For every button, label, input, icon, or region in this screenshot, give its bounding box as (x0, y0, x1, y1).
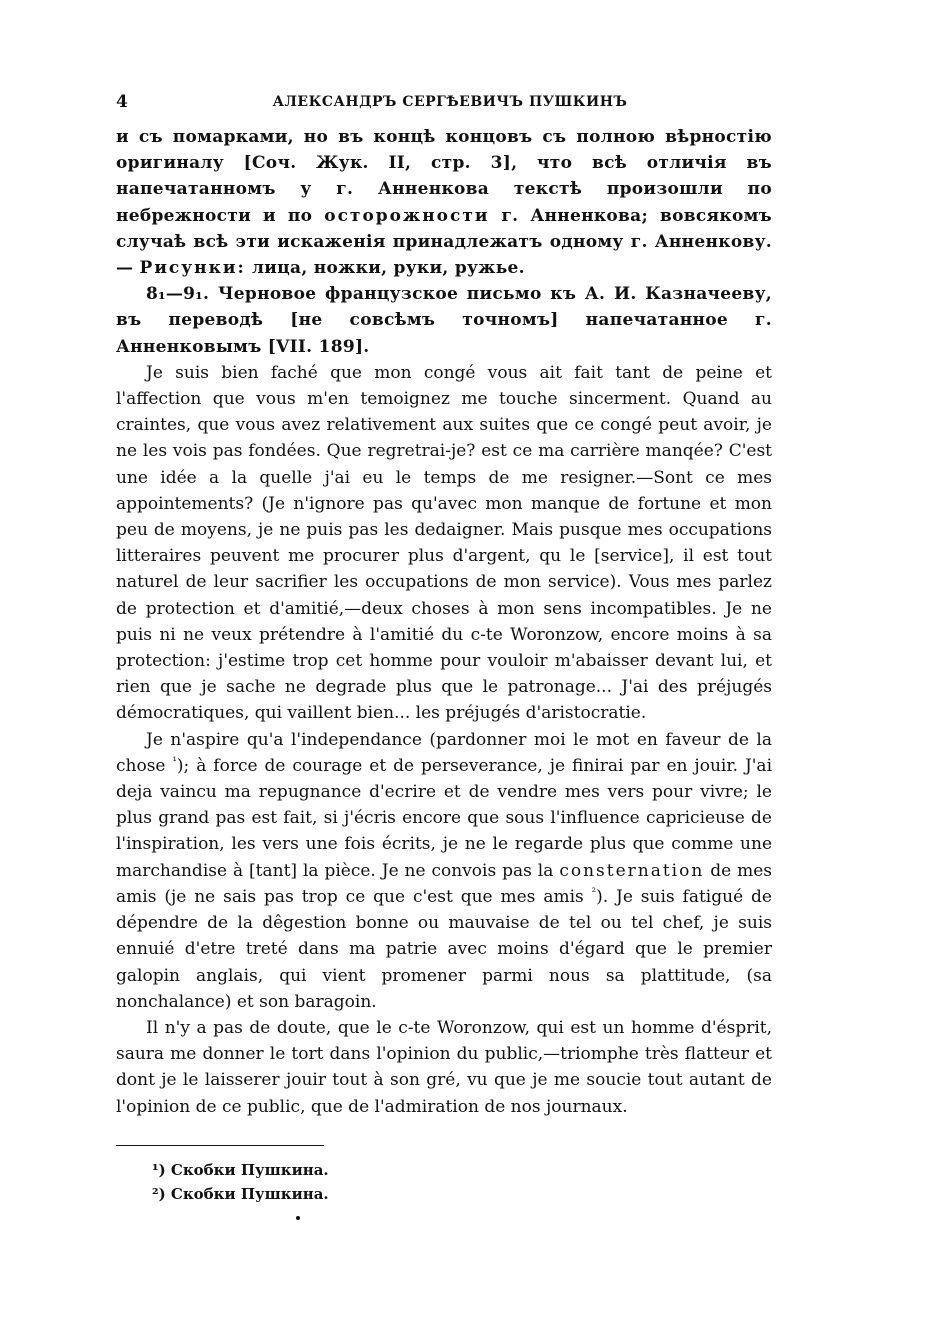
footnote-ref-2: ² (591, 885, 597, 899)
footnote-2 (152, 1182, 329, 1206)
footnote-ref-1: ¹ (172, 754, 177, 768)
p1-end: лица, ножки, руки, ружье. (251, 258, 525, 279)
footnote-1-mark: ¹) (152, 1161, 166, 1179)
running-title: АЛЕКСАНДРЪ СЕРГѢЕВИЧЪ ПУШКИНЪ (272, 94, 628, 110)
paragraph-letter-2 (116, 727, 772, 1015)
p1-spaced-word: осторожности (324, 205, 490, 226)
footnote-divider (116, 1145, 324, 1146)
body-text (116, 124, 772, 1120)
p1-tail: г. Анненкова; вовсякомъ случаѣ всѣ эти искаженія принадлежатъ одному г. Анненкову.— (116, 205, 773, 279)
paragraph-commentary-continued (116, 124, 772, 281)
paragraph-entry-heading: 8₁—9₁. Черновое французское письмо къ А. И. Казначееву, въ переводѣ [не совсѣмъ точномъ] напечатанное г. Анненковымъ [VII. 189]. (116, 284, 772, 357)
p4-text-d: ). Je suis fatigué de dépendre de la dêgestion bonne ou mauvaise de tel ou tel chef, je suis ennuié d'etre treté dans ma patrie avec moins d'égard que le premier galopin anglais, qui vient promener parmi nous sa plattitude, (sa nonchalance) et son baragoin. (116, 886, 772, 1012)
p4-text-b: ); à force de courage et de perseverance, je finirai par en jouir. J'ai deja vaincu ma repugnance d'ecrire et de vendre mes vers pour vivre; le plus grand pas est fait, si j'écris encore que sous l'influence capricieuse de l'inspiration, les vers une fois écrits, je ne le regarde plus que comme une marchandise à [tant] la pièce. Je ne convois pas la (116, 755, 773, 881)
page-dot-mark (296, 1216, 300, 1220)
p1-text: и съ помарками, но въ концѣ концовъ съ полною вѣрностію оригиналу [Соч. Жук. II, стр. 3], что всѣ отличія въ напечатанномъ у г. Анненкова текстѣ произошли по небрежности и по (116, 127, 772, 226)
p1-spaced-word-2: Рисунки: (139, 258, 246, 279)
footnotes (152, 1158, 329, 1206)
page-number: 4 (116, 92, 128, 112)
p4-text-a: Je n'aspire qu'a l'independance (pardonner moi le mot en faveur de la chose (116, 729, 772, 776)
paragraph-letter-1: Je suis bien faché que mon congé vous ait fait tant de peine et l'affection que vous m'en temoignez me touche sincerment. Quand au craintes, que vous avez relativement aux suites que ce congé peut avoir, je ne les vois pas fondées. Que regretrai-je? est ce ma carrière manqée? C'est une idée a la quelle j'ai eu le temps de me resigner.—Sont ce mes appointements? (Je n'ignore pas qu'avec mon manque de fortune et mon peu de moyens, je ne puis pas les dedaigner. Mais pusque mes occupations litteraires peuvent me procurer plus d'argent, qu le [service], il est tout naturel de leur sacrifier les occupations de mon service). Vous mes parlez de protection et d'amitié,—deux choses à mon sens incompatibles. Je ne puis ni ne veux prétendre à l'amitié du c-te Woronzow, encore moins à sa protection: j'estime trop cet homme pour vouloir m'abaisser devant lui, et rien que je sache ne degrade plus que le patronage... J'ai des préjugés démocratiques, qui vaillent bien... les préjugés d'aristocratie. (116, 362, 772, 724)
p4-text-c: de mes amis (je ne sais pas trop ce que c'est que mes amis (116, 860, 773, 907)
p4-spaced-word: consternation (559, 860, 705, 881)
footnote-1-text: Скобки Пушкина. (170, 1161, 329, 1179)
footnote-2-mark: ²) (152, 1185, 166, 1203)
footnote-2-text: Скобки Пушкина. (170, 1185, 329, 1203)
footnote-1 (152, 1158, 329, 1182)
paragraph-letter-3: Il n'y a pas de doute, que le c-te Woronzow, qui est un homme d'ésprit, saura me donner le tort dans l'opinion du public,—triomphe très flatteur et dont je le laisserer jouir tout à son gré, vu que je me soucie tout autant de l'opinion de ce public, que de l'admiration de nos journaux. (116, 1017, 772, 1117)
